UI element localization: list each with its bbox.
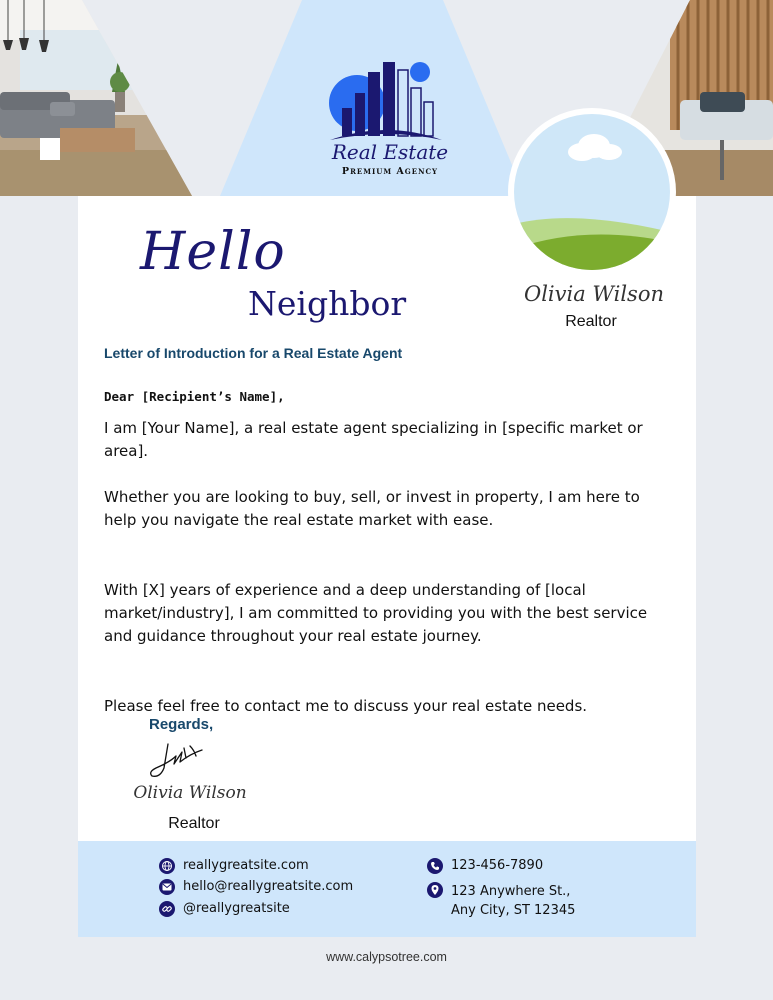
letter-heading: Letter of Introduction for a Real Estate Agent	[104, 345, 403, 361]
address-line-2: Any City, ST 12345	[451, 903, 576, 918]
phone-text[interactable]: 123-456-7890	[451, 858, 544, 873]
globe-icon	[159, 858, 175, 874]
living-room-photo-left	[0, 0, 270, 196]
phone-contact[interactable]	[427, 858, 543, 874]
website-text[interactable]: reallygreatsite.com	[183, 858, 309, 873]
hello-heading: Hello	[140, 222, 286, 282]
logo-script-text: Real Estate	[331, 140, 449, 164]
closing: Regards,	[149, 716, 214, 733]
source-url[interactable]: www.calypsotree.com	[326, 950, 447, 964]
agent-title: Realtor	[565, 313, 617, 330]
paragraph-2: Whether you are looking to buy, sell, or invest in property, I am here to help you navigate the real estate market with ease.	[104, 488, 640, 529]
logo-subtitle: Premium Agency	[341, 166, 439, 177]
signature-title: Realtor	[168, 815, 220, 832]
paragraph-3: With [X] years of experience and a deep understanding of [local market/industry], I am committed to providing you with the best service and guidance throughout your real estate journey.	[104, 581, 648, 645]
handwritten-signature	[146, 740, 210, 782]
neighbor-heading: Neighbor	[248, 284, 407, 323]
real-estate-logo	[322, 58, 452, 142]
address-text	[451, 882, 575, 920]
salutation: Dear [Recipient’s Name],	[104, 389, 285, 404]
email-text[interactable]: hello@reallygreatsite.com	[183, 879, 354, 894]
address-contact	[427, 882, 575, 920]
phone-icon	[427, 858, 443, 874]
email-contact[interactable]	[159, 879, 353, 895]
paragraph-1: I am [Your Name], a real estate agent specializing in [specific market or area].	[104, 419, 643, 460]
social-contact[interactable]	[159, 901, 290, 917]
agent-name: Olivia Wilson	[523, 282, 665, 306]
address-line-1: 123 Anywhere St.,	[451, 884, 571, 899]
location-pin-icon	[427, 882, 443, 898]
envelope-icon	[159, 879, 175, 895]
paragraph-4: Please feel free to contact me to discuss your real estate needs.	[104, 697, 588, 715]
avatar	[514, 114, 670, 270]
signature-name: Olivia Wilson	[133, 783, 247, 803]
website-contact[interactable]	[159, 858, 309, 874]
link-icon	[159, 901, 175, 917]
social-text[interactable]: @reallygreatsite	[183, 901, 290, 916]
